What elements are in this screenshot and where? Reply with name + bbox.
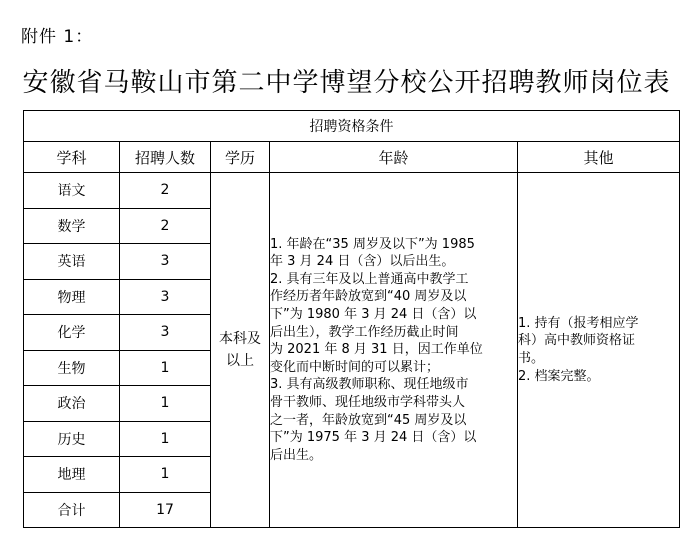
count-cell: 2 [120,173,211,209]
header-education: 学历 [211,142,270,173]
age-line: 骨干教师、现任地级市学科带头人 [270,394,466,410]
count-cell: 1 [120,386,211,422]
count-cell: 3 [120,244,211,280]
age-line: 为 2021 年 8 月 31 日，因工作单位 [270,342,483,358]
subject-cell: 生物 [24,350,120,386]
age-requirements-cell [270,173,518,528]
education-line: 以上 [226,353,254,369]
other-requirements-cell [518,173,680,528]
header-other: 其他 [518,142,680,173]
other-line: 书。 [518,351,545,366]
count-cell: 1 [120,350,211,386]
other-line: 2. 档案完整。 [518,368,600,384]
total-label-cell: 合计 [24,492,120,528]
header-age: 年龄 [270,142,518,173]
age-line: 下”为 1975 年 3 月 24 日（含）以 [270,430,477,446]
count-cell: 3 [120,315,211,351]
education-cell [211,173,270,528]
age-line: 1. 年龄在“35 周岁及以下”为 1985 [270,236,475,252]
count-cell: 1 [120,421,211,457]
count-cell: 1 [120,457,211,493]
header-subject: 学科 [24,142,120,173]
table-super-header: 招聘资格条件 [24,111,680,142]
other-line: 1. 持有（报考相应学 [518,315,639,331]
age-line: 变化而中断时间的可以累计； [270,359,440,375]
other-line: 科）高中教师资格证 [518,333,636,349]
subject-cell: 化学 [24,315,120,351]
age-line: 3. 具有高级教师职称、现任地级市 [270,377,469,393]
age-line: 下”为 1980 年 3 月 24 日（含）以 [270,307,477,323]
attachment-label: 附件 1： [21,27,94,47]
age-line: 之一者，年龄放宽到“45 周岁及以 [270,412,467,428]
age-line: 后出生），教学工作经历截止时间 [270,324,459,340]
header-count: 招聘人数 [120,142,211,173]
age-line: 2. 具有三年及以上普通高中教学工 [270,271,469,287]
subject-cell: 政治 [24,386,120,422]
document-title: 安徽省马鞍山市第二中学博望分校公开招聘教师岗位表 [22,68,671,98]
subject-cell: 地理 [24,457,120,493]
recruitment-table [23,110,680,528]
age-line: 作经历者年龄放宽到“40 周岁及以 [270,289,467,305]
subject-cell: 英语 [24,244,120,280]
subject-cell: 历史 [24,421,120,457]
subject-cell: 数学 [24,208,120,244]
subject-cell: 物理 [24,279,120,315]
age-line: 后出生。 [270,447,323,463]
total-count-cell: 17 [120,492,211,528]
count-cell: 2 [120,208,211,244]
count-cell: 3 [120,279,211,315]
subject-cell: 语文 [24,173,120,209]
age-line: 年 3 月 24 日（含）以后出生。 [270,254,455,270]
education-line: 本科及 [219,331,261,347]
table-row [24,173,680,209]
